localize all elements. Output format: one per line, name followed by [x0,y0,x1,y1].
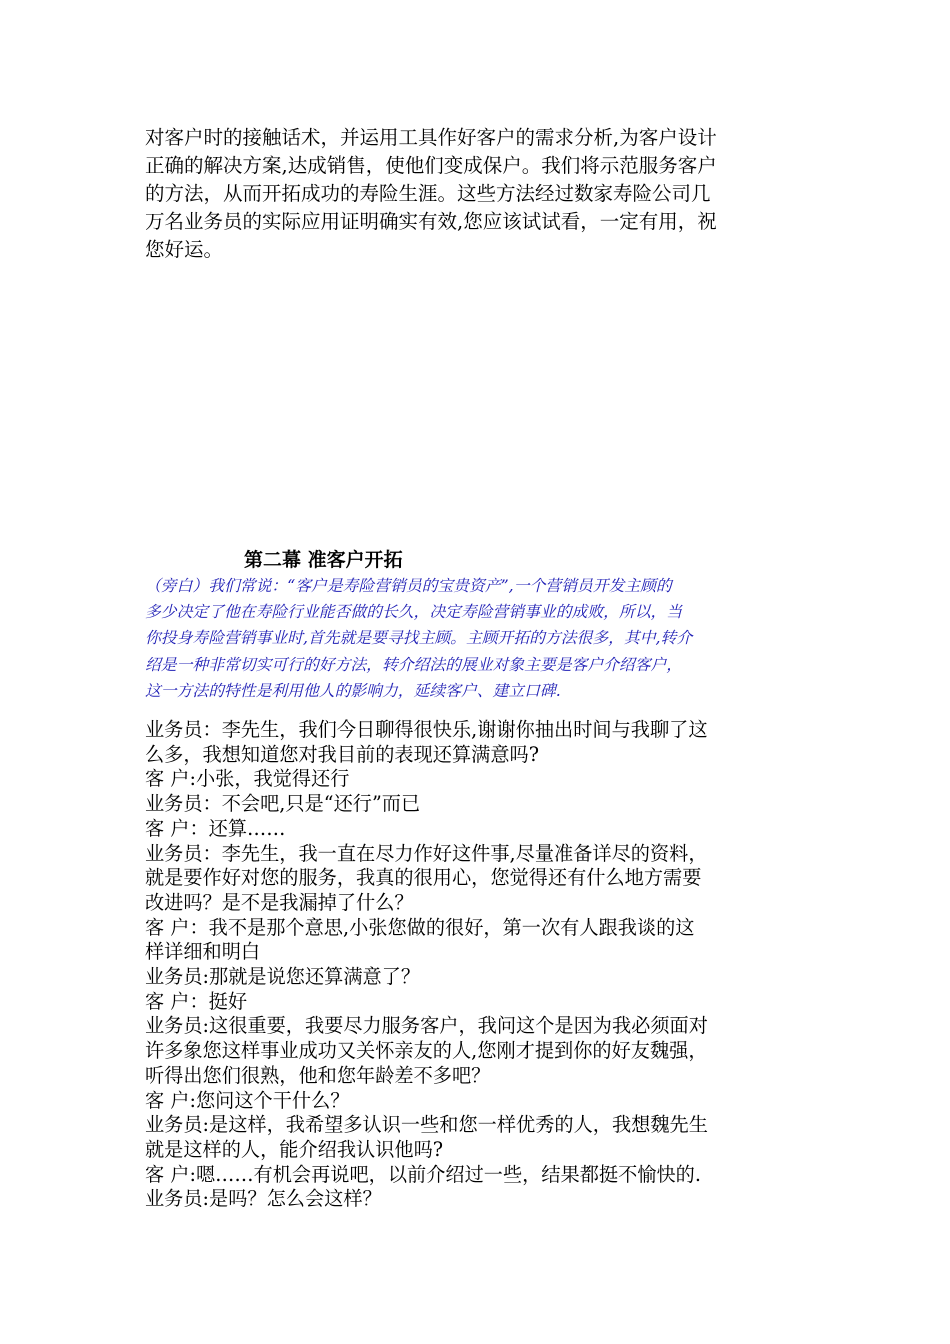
dialogue-line: 许多象您这样事业成功又关怀亲友的人,您刚才提到你的好友魏强， [145,1039,708,1063]
dialogue-line: 客 户:小张，我觉得还行 [145,767,350,791]
dialogue-line: 业务员:是这样，我希望多认识一些和您一样优秀的人，我想魏先生 [145,1113,708,1137]
dialogue-line: 业务员:那就是说您还算满意了？ [145,965,421,989]
section-title: 第二幕 准客户开拓 [244,549,403,571]
narration-line: （旁白）我们常说：“客户是寿险营销员的宝贵资产”,一个营销员开发主顾的 [145,576,672,595]
intro-paragraph [145,124,817,264]
dialogue-line: 客 户:您问这个干什么？ [145,1088,350,1112]
dialogue-line: 客 户：还算…… [145,816,286,840]
dialogue-line: 听得出您们很熟，他和您年龄差不多吧？ [145,1063,491,1087]
narration-line: 多少决定了他在寿险行业能否做的长久，决定寿险营销事业的成败，所以，当 [145,602,683,622]
dialogue-section [145,718,817,1212]
dialogue-line: 客 户:嗯……有机会再说吧，以前介绍过一些，结果都挺不愉快的. [145,1162,701,1186]
dialogue-line: 就是要作好对您的服务，我真的很用心，您觉得还有什么地方需要 [145,866,702,890]
dialogue-line: 业务员：李先生，我一直在尽力作好这件事,尽量准备详尽的资料， [145,841,708,865]
intro-line: 正确的解决方案,达成销售，使他们变成保户。我们将示范服务客户 [145,154,717,177]
dialogue-line: 客 户：我不是那个意思,小张您做的很好，第一次有人跟我谈的这 [145,915,695,939]
dialogue-line: 么多，我想知道您对我目前的表现还算满意吗? [145,742,540,766]
dialogue-line: 业务员：李先生，我们今日聊得很快乐,谢谢你抽出时间与我聊了这 [145,718,708,741]
dialogue-line: 就是这样的人，能介绍我认识他吗? [145,1137,444,1161]
dialogue-line: 业务员：不会吧,只是“还行”而已 [145,792,421,816]
intro-line: 您好运。 [145,238,224,261]
intro-line: 的方法，从而开拓成功的寿险生涯。这些方法经过数家寿险公司几 [145,182,711,205]
narration-line: 绍是一种非常切实可行的好方法，转介绍法的展业对象主要是客户介绍客户， [145,654,683,674]
dialogue-line: 客 户：挺好 [145,989,248,1013]
intro-line: 万名业务员的实际应用证明确实有效,您应该试试看，一定有用，祝 [145,210,717,233]
dialogue-line: 业务员:这很重要，我要尽力服务客户，我问这个是因为我必须面对 [145,1014,708,1038]
narration-line: 你投身寿险营销事业时,首先就是要寻找主顾。主顾开拓的方法很多，其中,转介 [145,628,693,648]
narration-line: 这一方法的特性是利用他人的影响力，延续客户、建立口碑. [145,680,561,700]
dialogue-line: 业务员:是吗？怎么会这样？ [145,1187,382,1211]
dialogue-line: 样详细和明白 [145,940,261,964]
intro-line: 对客户时的接触话术，并运用工具作好客户的需求分析,为客户设计 [145,126,717,149]
narration-paragraph [145,573,817,704]
dialogue-line: 改进吗？是不是我漏掉了什么？ [145,890,414,914]
